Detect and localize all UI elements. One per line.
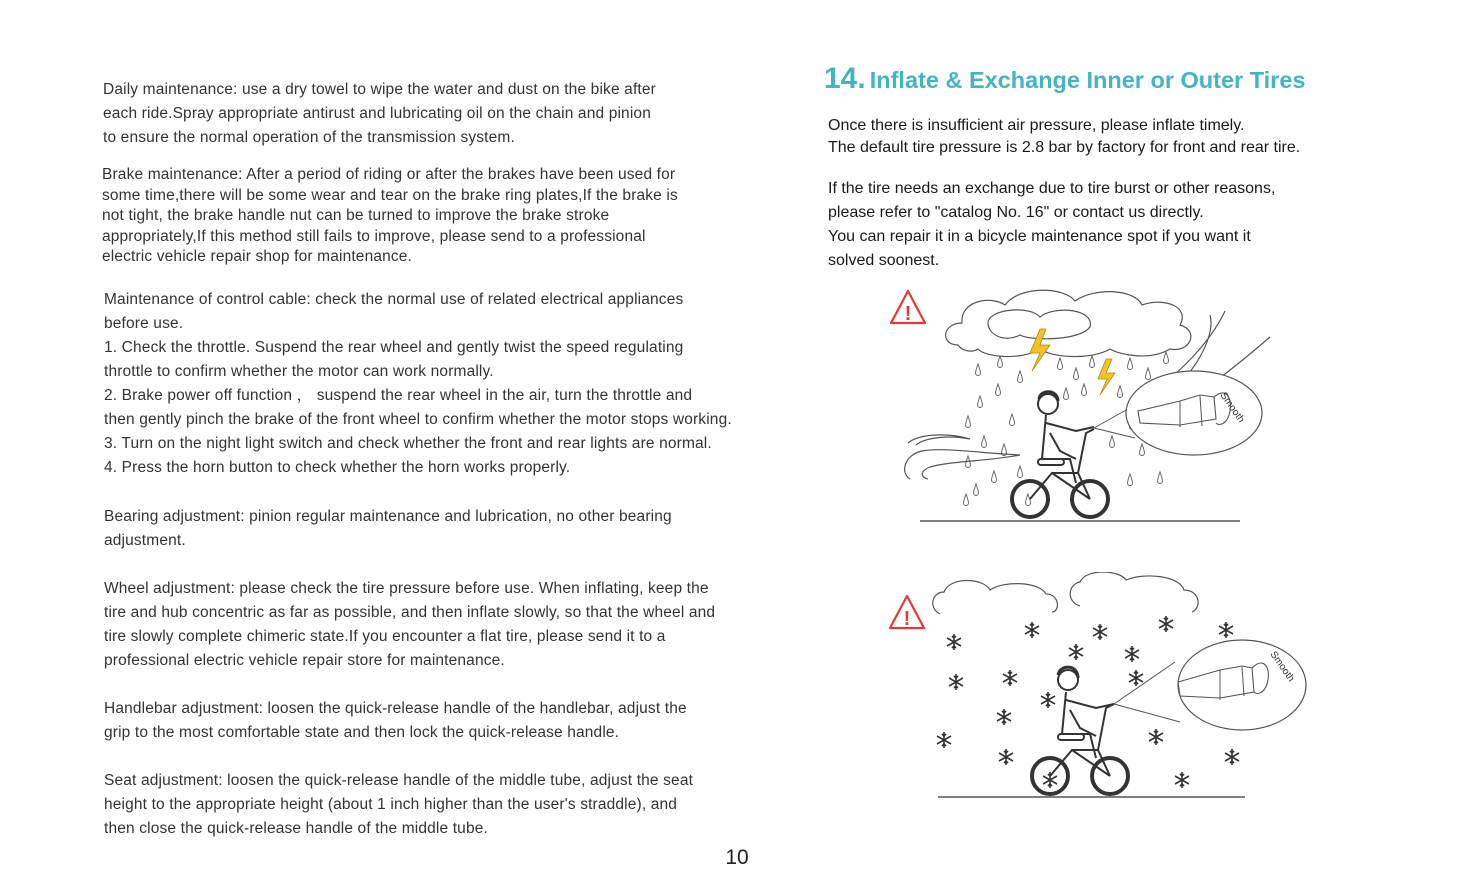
tire-pressure-paragraph: [828, 115, 1300, 159]
text-line: Seat adjustment: loosen the quick-release handle of the middle tube, adjust the seat: [104, 772, 694, 789]
smooth-label: Smooth: [1267, 649, 1297, 684]
text-line: Bearing adjustment: pinion regular maintenance and lubrication, no other bearing: [104, 508, 672, 525]
control-cable-paragraph: [104, 288, 732, 480]
text-line: then gently pinch the brake of the front wheel to confirm whether the motor stops working.: [104, 411, 732, 428]
text-line: solved soonest.: [828, 252, 940, 269]
text-line: each ride.Spray appropriate antirust and lubricating oil on the chain and pinion: [103, 105, 651, 122]
text-line: You can repair it in a bicycle maintenance spot if you want it: [828, 228, 1251, 245]
brake-handle-zoom: [1178, 640, 1306, 730]
tire-exchange-paragraph: [828, 177, 1275, 273]
text-line: electric vehicle repair shop for maintenance.: [102, 248, 413, 265]
snow-cloud-icon: [933, 572, 1198, 614]
text-line: Once there is insufficient air pressure, please inflate timely.: [828, 117, 1245, 134]
text-line: 3. Turn on the night light switch and check whether the front and rear lights are normal.: [104, 435, 712, 452]
text-line: The default tire pressure is 2.8 bar by factory for front and rear tire.: [828, 139, 1301, 156]
lightning-icon: [1030, 329, 1050, 371]
text-line: appropriately,If this method still fails to improve, please send to a professional: [102, 227, 646, 245]
warning-symbol: !: [904, 303, 912, 325]
rain-riding-illustration: [880, 283, 1280, 528]
handlebar-adjustment-paragraph: [104, 697, 687, 745]
text-line: throttle to confirm whether the motor can work normally.: [104, 363, 494, 380]
text-line: grip to the most comfortable state and then lock the quick-release handle.: [104, 724, 620, 741]
brake-maintenance-paragraph: [102, 165, 678, 268]
warning-icon: [890, 596, 924, 630]
section-title: Inflate & Exchange Inner or Outer Tires: [869, 67, 1306, 93]
bearing-adjustment-paragraph: [104, 505, 672, 553]
text-line: 4. Press the horn button to check whether the horn works properly.: [104, 459, 571, 476]
text-line: then close the quick-release handle of the middle tube.: [104, 820, 488, 837]
rain-cloud-icon: [946, 290, 1191, 356]
text-line: adjustment.: [104, 532, 186, 549]
daily-maintenance-paragraph: [103, 78, 656, 150]
text-line: professional electric vehicle repair store for maintenance.: [104, 652, 505, 669]
smooth-label: Smooth: [1217, 390, 1247, 425]
text-line: some time,there will be some wear and tear on the brake ring plates,If the brake is: [102, 186, 678, 204]
wheel-adjustment-paragraph: [104, 577, 715, 673]
lightning-icon: [1098, 359, 1115, 395]
bicycle-icon: [1032, 758, 1128, 794]
text-line: Wheel adjustment: please check the tire pressure before use. When inflating, keep the: [104, 580, 709, 597]
section-number: 14.: [824, 62, 866, 95]
page-number: 10: [725, 846, 749, 869]
seat-adjustment-paragraph: [104, 769, 693, 841]
section-heading: [824, 62, 1305, 96]
text-line: Handlebar adjustment: loosen the quick-release handle of the handlebar, adjust the: [104, 700, 687, 717]
zoom-pointer: [1114, 662, 1175, 704]
snow-riding-illustration: [880, 572, 1310, 804]
text-line: Maintenance of control cable: check the normal use of related electrical appliances: [104, 291, 684, 308]
warning-icon: [891, 291, 925, 325]
text-line: height to the appropriate height (about 1 inch higher than the user's straddle), and: [104, 796, 678, 813]
text-line: before use.: [104, 315, 184, 332]
text-line: 1. Check the throttle. Suspend the rear wheel and gently twist the speed regulating: [104, 339, 684, 356]
text-line: tire slowly complete chimeric state.If you encounter a flat tire, please send it to a: [104, 628, 666, 645]
text-line: please refer to "catalog No. 16" or contact us directly.: [828, 204, 1204, 221]
text-line: not tight, the brake handle nut can be turned to improve the brake stroke: [102, 207, 610, 224]
text-line: tire and hub concentric as far as possible, and then inflate slowly, so that the wheel and: [104, 604, 716, 621]
brake-handle-zoom: [1126, 371, 1262, 455]
warning-symbol: !: [903, 608, 911, 630]
text-line: If the tire needs an exchange due to tire burst or other reasons,: [828, 180, 1276, 197]
text-line: to ensure the normal operation of the transmission system.: [103, 129, 515, 146]
text-line: Brake maintenance: After a period of riding or after the brakes have been used for: [102, 166, 676, 183]
text-line: 2. Brake power off function ， suspend the rear wheel in the air, turn the throttle and: [104, 387, 693, 404]
text-line: Daily maintenance: use a dry towel to wipe the water and dust on the bike after: [103, 81, 656, 98]
